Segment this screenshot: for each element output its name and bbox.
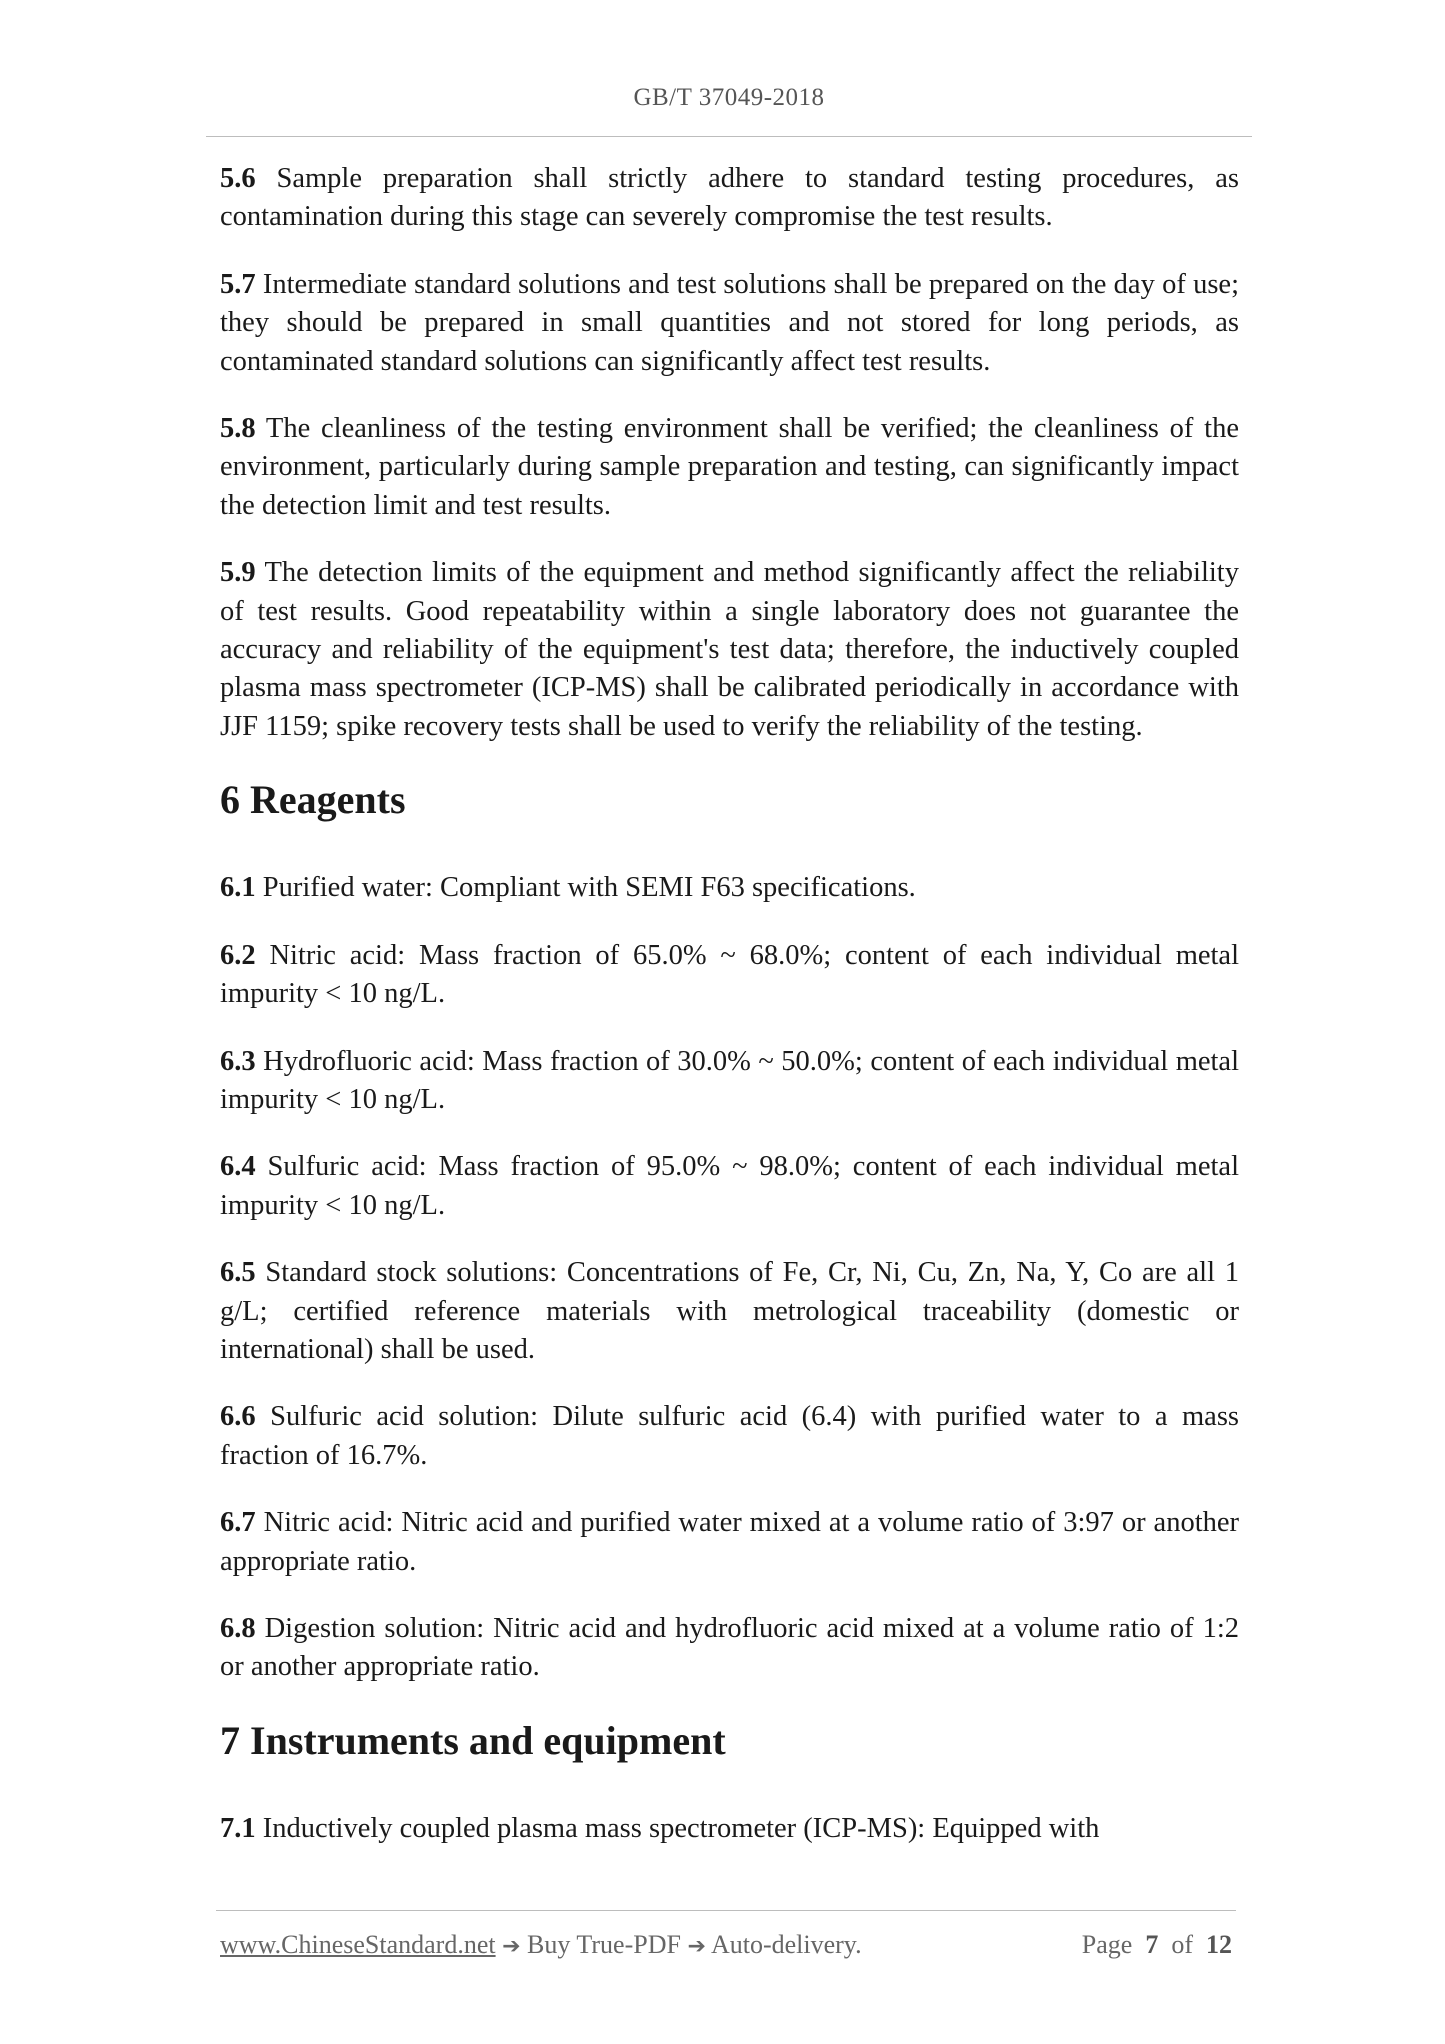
page-total: 12 [1206, 1930, 1232, 1959]
clause-text: Purified water: Compliant with SEMI F63 specifications. [262, 872, 916, 904]
of-label: of [1171, 1930, 1193, 1959]
clause-text: Sulfuric acid solution: Dilute sulfuric acid (6.4) with purified water to a mass fraction of 16.7%. [220, 1401, 1240, 1471]
buy-text: Buy True-PDF [527, 1930, 681, 1959]
clause-number: 5.6 [220, 163, 256, 194]
document-header: GB/T 37049-2018 [633, 84, 825, 111]
clause-text: Hydrofluoric acid: Mass fraction of 30.0% ~ 50.0%; content of each individual metal impurity < 10 ng/L. [220, 1045, 1240, 1115]
clause-number: 6.5 [220, 1257, 256, 1289]
clause-text: Standard stock solutions: Concentrations of Fe, Cr, Ni, Cu, Zn, Na, Y, Co are all 1 g/L; certified reference materials with metrological traceability (domestic or international) shall be used. [220, 1257, 1239, 1365]
clause-text: Inductively coupled plasma mass spectrometer (ICP-MS): Equipped with [262, 1812, 1100, 1844]
clause-6-7 [220, 1504, 1239, 1581]
arrow-right-icon: ➔ [502, 1934, 521, 1959]
clause-number: 5.9 [220, 557, 256, 589]
clause-7-1 [220, 1810, 1239, 1848]
section-heading-instruments: 7 Instruments and equipment [220, 1717, 726, 1763]
clause-6-5 [220, 1254, 1239, 1369]
clause-text: Sulfuric acid: Mass fraction of 95.0% ~ 98.0%; content of each individual metal impurity < 10 ng/L. [220, 1151, 1239, 1221]
page-number [1082, 1930, 1232, 1960]
clause-number: 7.1 [220, 1812, 256, 1844]
delivery-text: Auto-delivery. [710, 1930, 862, 1959]
footer-promo [220, 1930, 862, 1960]
page-content [220, 160, 1239, 1877]
clause-number: 6.8 [220, 1612, 256, 1644]
clause-text: Digestion solution: Nitric acid and hydrofluoric acid mixed at a volume ratio of 1:2 or another appropriate ratio. [220, 1612, 1240, 1683]
clause-text: The cleanliness of the testing environment shall be verified; the cleanliness of the environment, particularly during sample preparation and testing, can significantly impact the detection limit and test results. [220, 413, 1239, 521]
clause-text: Nitric acid: Mass fraction of 65.0% ~ 68.0%; content of each individual metal impurity < 10 ng/L. [220, 939, 1239, 1010]
header-divider [206, 136, 1252, 137]
section-heading-reagents: 6 Reagents [220, 777, 406, 823]
page-footer [220, 1930, 1232, 1966]
clause-6-2 [220, 937, 1239, 1014]
clause-number: 5.7 [220, 268, 256, 300]
arrow-right-icon: ➔ [687, 1934, 706, 1959]
page-label: Page [1081, 1930, 1133, 1959]
clause-5-6 [220, 160, 1239, 237]
clause-number: 6.7 [220, 1507, 256, 1539]
clause-6-1 [220, 869, 1239, 907]
clause-number: 6.2 [220, 939, 256, 971]
page-current: 7 [1145, 1930, 1159, 1959]
clause-6-8 [220, 1610, 1239, 1687]
clause-text: Nitric acid: Nitric acid and purified water mixed at a volume ratio of 3:97 or another appropriate ratio. [220, 1507, 1239, 1577]
clause-number: 6.1 [220, 872, 256, 904]
clause-text: The detection limits of the equipment and method significantly affect the reliability of test results. Good repeatability within a single laboratory does not guarantee the accuracy and reliability of the equipment's test data; therefore, the inductively coupled plasma mass spectrometer (ICP-MS) shall be calibrated periodically in accordance with JJF 1159; spike recovery tests shall be used to verify the reliability of the testing. [220, 557, 1239, 742]
clause-6-3 [220, 1043, 1239, 1120]
clause-number: 5.8 [220, 413, 256, 445]
clause-6-6 [220, 1398, 1239, 1475]
clause-6-4 [220, 1148, 1239, 1225]
clause-5-8 [220, 410, 1239, 525]
clause-number: 6.6 [220, 1401, 256, 1433]
clause-text: Intermediate standard solutions and test solutions shall be prepared on the day of use; they should be prepared in small quantities and not stored for long periods, as contaminated standard solutions can significantly affect test results. [220, 268, 1239, 377]
clause-text: Sample preparation shall strictly adhere to standard testing procedures, as contamination during this stage can severely compromise the test results. [220, 163, 1239, 233]
footer-divider [216, 1910, 1236, 1911]
clause-number: 6.4 [220, 1151, 256, 1183]
website-link[interactable]: www.ChineseStandard.net [220, 1930, 496, 1959]
clause-5-7 [220, 266, 1239, 381]
clause-number: 6.3 [220, 1045, 256, 1077]
clause-5-9 [220, 554, 1239, 746]
